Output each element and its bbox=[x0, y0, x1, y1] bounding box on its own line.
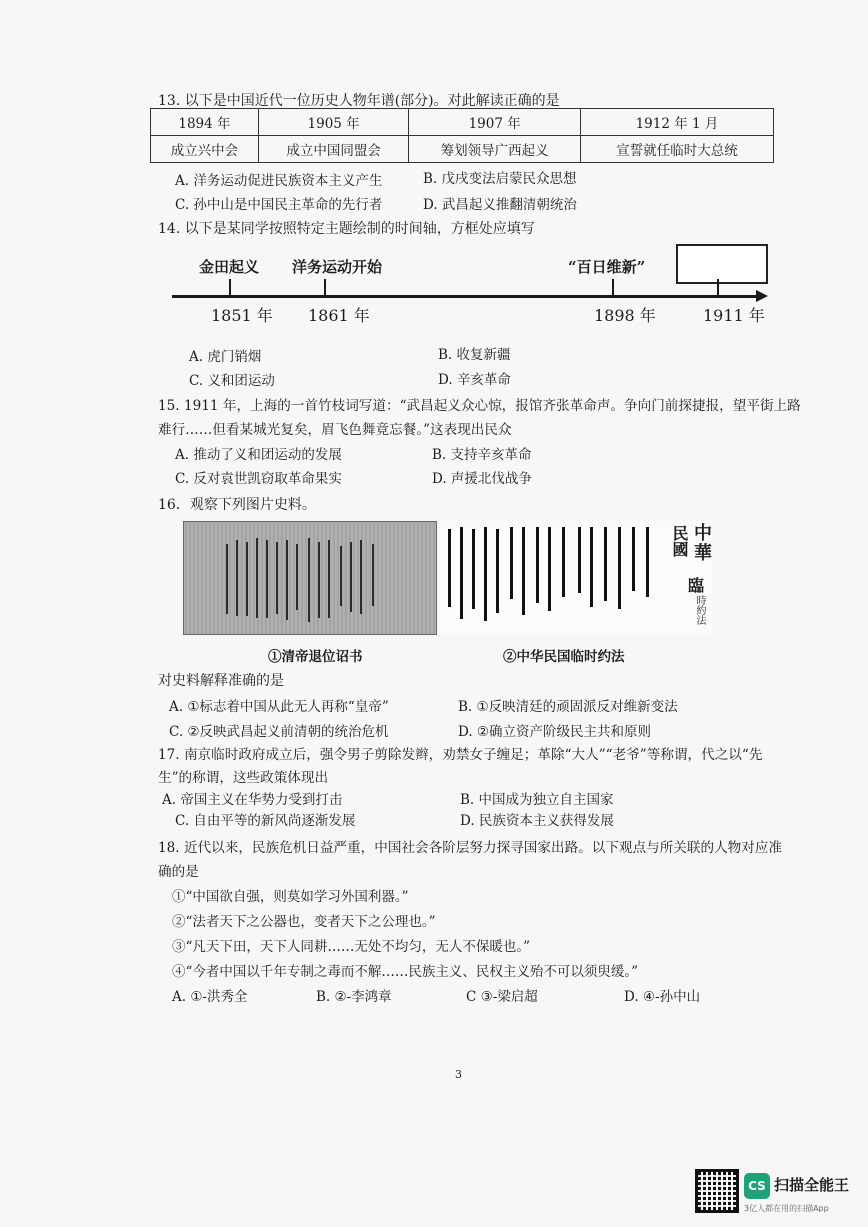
timeline-year: 1898 年 bbox=[594, 306, 656, 325]
table-cell: 宣誓就任临时大总统 bbox=[581, 136, 774, 163]
text-column-stroke bbox=[226, 544, 228, 614]
q18-stem-line2: 确的是 bbox=[158, 864, 199, 880]
q13-option-d: D. 武昌起义推翻清朝统治 bbox=[423, 197, 577, 213]
q14-stem: 14. 以下是某同学按照特定主题绘制的时间轴，方框处应填写 bbox=[158, 221, 535, 237]
table-cell: 成立兴中会 bbox=[151, 136, 259, 163]
camscanner-name: 扫描全能王 bbox=[774, 1176, 850, 1194]
text-column-stroke bbox=[484, 527, 487, 621]
table-cell: 成立中国同盟会 bbox=[258, 136, 408, 163]
q15-option-b: B. 支持辛亥革命 bbox=[432, 447, 532, 463]
q18-stem-line1: 18. 近代以来，民族危机日益严重，中国社会各阶层努力探寻国家出路。以下观点与所关联的人物对应准 bbox=[158, 840, 783, 856]
q18-option-c: C ③-梁启超 bbox=[466, 989, 538, 1005]
text-column-stroke bbox=[296, 544, 298, 610]
q18-quote-3: ③“凡天下田，天下人同耕……无处不均匀，无人不保暖也。” bbox=[172, 939, 531, 955]
text-column-stroke bbox=[372, 544, 374, 606]
q16-option-c: C. ②反映武昌起义前清朝的统治危机 bbox=[169, 724, 389, 740]
q18-quote-2: ②“法者天下之公器也，变者天下之公理也。” bbox=[172, 914, 436, 930]
text-column-stroke bbox=[360, 540, 362, 614]
text-column-stroke bbox=[340, 546, 342, 606]
img2-title: 中華 bbox=[691, 523, 712, 563]
q18-quote-1: ①“中国欲自强，则莫如学习外国利器。” bbox=[172, 889, 409, 905]
q13-chronology-table bbox=[150, 108, 774, 163]
text-column-stroke bbox=[318, 542, 320, 618]
q17-option-a: A. 帝国主义在华势力受到打击 bbox=[162, 792, 343, 808]
q15-option-a: A. 推动了义和团运动的发展 bbox=[175, 447, 342, 463]
camscanner-logo: CS bbox=[744, 1173, 770, 1199]
text-column-stroke bbox=[510, 527, 513, 599]
table-cell: 1905 年 bbox=[258, 109, 408, 136]
text-column-stroke bbox=[256, 538, 258, 618]
table-cell: 1912 年 1 月 bbox=[581, 109, 774, 136]
q13-option-a: A. 洋务运动促进民族资本主义产生 bbox=[175, 173, 383, 189]
page-number: 3 bbox=[455, 1068, 462, 1081]
timeline-axis bbox=[172, 295, 760, 298]
img2-title: 時約法 bbox=[694, 595, 705, 625]
img2-title: 臨 bbox=[688, 576, 705, 595]
text-column-stroke bbox=[448, 529, 451, 607]
text-column-stroke bbox=[266, 540, 268, 618]
text-column-stroke bbox=[472, 529, 475, 609]
timeline-event-jintian: 金田起义 bbox=[199, 258, 260, 276]
text-column-stroke bbox=[632, 527, 635, 591]
q18-option-a: A. ①-洪秀全 bbox=[172, 989, 248, 1005]
q14-option-a: A. 虎门销烟 bbox=[189, 349, 262, 365]
timeline-year: 1861 年 bbox=[308, 306, 370, 325]
q13-stem: 13. 以下是中国近代一位历史人物年谱(部分)。对此解读正确的是 bbox=[158, 93, 560, 109]
q18-option-b: B. ②-李鸿章 bbox=[316, 989, 392, 1005]
q14-option-d: D. 辛亥革命 bbox=[438, 372, 511, 388]
text-column-stroke bbox=[562, 527, 565, 597]
q17-stem-line2: 生”的称谓，这些政策体现出 bbox=[158, 770, 329, 786]
q15-stem-line1: 15. 1911 年，上海的一首竹枝词写道：“武昌起义众心惊，报馆齐张革命声。争向门前探捷报，望平街上路 bbox=[158, 398, 801, 414]
text-column-stroke bbox=[286, 540, 288, 620]
provisional-constitution-photo bbox=[440, 521, 712, 633]
text-column-stroke bbox=[350, 542, 352, 612]
q16-caption-1: ①清帝退位诏书 bbox=[268, 649, 363, 665]
q13-option-c: C. 孙中山是中国民主革命的先行者 bbox=[175, 197, 383, 213]
q13-option-b: B. 戊戌变法启蒙民众思想 bbox=[423, 171, 577, 187]
q15-option-c: C. 反对袁世凯窃取革命果实 bbox=[175, 471, 342, 487]
text-column-stroke bbox=[604, 527, 607, 601]
text-column-stroke bbox=[578, 527, 581, 593]
arrow-right-icon bbox=[756, 290, 768, 302]
table-cell: 1907 年 bbox=[409, 109, 581, 136]
qr-code-icon bbox=[695, 1169, 739, 1213]
q16-option-b: B. ①反映清廷的顽固派反对维新变法 bbox=[458, 699, 678, 715]
table-row bbox=[151, 109, 774, 136]
text-column-stroke bbox=[236, 540, 238, 616]
q16-caption-2: ②中华民国临时约法 bbox=[503, 649, 625, 665]
timeline-event-bairiweixin: “百日维新” bbox=[568, 258, 646, 276]
q16-option-d: D. ②确立资产阶级民主共和原则 bbox=[458, 724, 652, 740]
q17-stem-line1: 17. 南京临时政府成立后，强令男子剪除发辫，劝禁女子缠足；革除“大人”“老爷”等称谓，代之以“先 bbox=[158, 747, 763, 763]
text-column-stroke bbox=[548, 527, 551, 611]
q17-option-b: B. 中国成为独立自主国家 bbox=[460, 792, 614, 808]
q14-option-c: C. 义和团运动 bbox=[189, 373, 275, 389]
q17-option-d: D. 民族资本主义获得发展 bbox=[460, 813, 614, 829]
q14-option-b: B. 收复新疆 bbox=[438, 347, 511, 363]
text-column-stroke bbox=[522, 527, 525, 615]
text-column-stroke bbox=[246, 542, 248, 616]
text-column-stroke bbox=[308, 538, 310, 622]
q18-option-d: D. ④-孙中山 bbox=[624, 989, 701, 1005]
q17-option-c: C. 自由平等的新风尚逐渐发展 bbox=[175, 813, 356, 829]
timeline-year: 1911 年 bbox=[703, 306, 765, 325]
text-column-stroke bbox=[496, 529, 499, 613]
text-column-stroke bbox=[460, 527, 463, 619]
text-column-stroke bbox=[618, 527, 621, 609]
abdication-edict-photo bbox=[183, 521, 437, 635]
q16-stem: 16．观察下列图片史料。 bbox=[158, 497, 316, 513]
timeline-answer-box bbox=[676, 244, 768, 284]
text-column-stroke bbox=[328, 540, 330, 618]
camscanner-tagline: 3亿人都在用的扫描App bbox=[744, 1204, 829, 1213]
q15-stem-line2: 难行……但看某城光复矣，眉飞色舞竟忘餐。”这表现出民众 bbox=[158, 422, 512, 438]
timeline-year: 1851 年 bbox=[211, 306, 273, 325]
img2-title: 民國 bbox=[670, 525, 689, 557]
table-cell: 筹划领导广西起义 bbox=[409, 136, 581, 163]
table-cell: 1894 年 bbox=[151, 109, 259, 136]
text-column-stroke bbox=[646, 527, 649, 597]
q18-quote-4: ④“今者中国以千年专制之毒而不解……民族主义、民权主义殆不可以须臾缓。” bbox=[172, 964, 639, 980]
text-column-stroke bbox=[536, 527, 539, 603]
text-column-stroke bbox=[590, 527, 593, 607]
q15-option-d: D. 声援北伐战争 bbox=[432, 471, 532, 487]
text-column-stroke bbox=[276, 542, 278, 614]
timeline-event-yangwu: 洋务运动开始 bbox=[292, 258, 383, 276]
q16-option-a: A. ①标志着中国从此无人再称“皇帝” bbox=[169, 699, 389, 715]
table-row bbox=[151, 136, 774, 163]
q16-prompt: 对史料解释准确的是 bbox=[158, 673, 284, 689]
